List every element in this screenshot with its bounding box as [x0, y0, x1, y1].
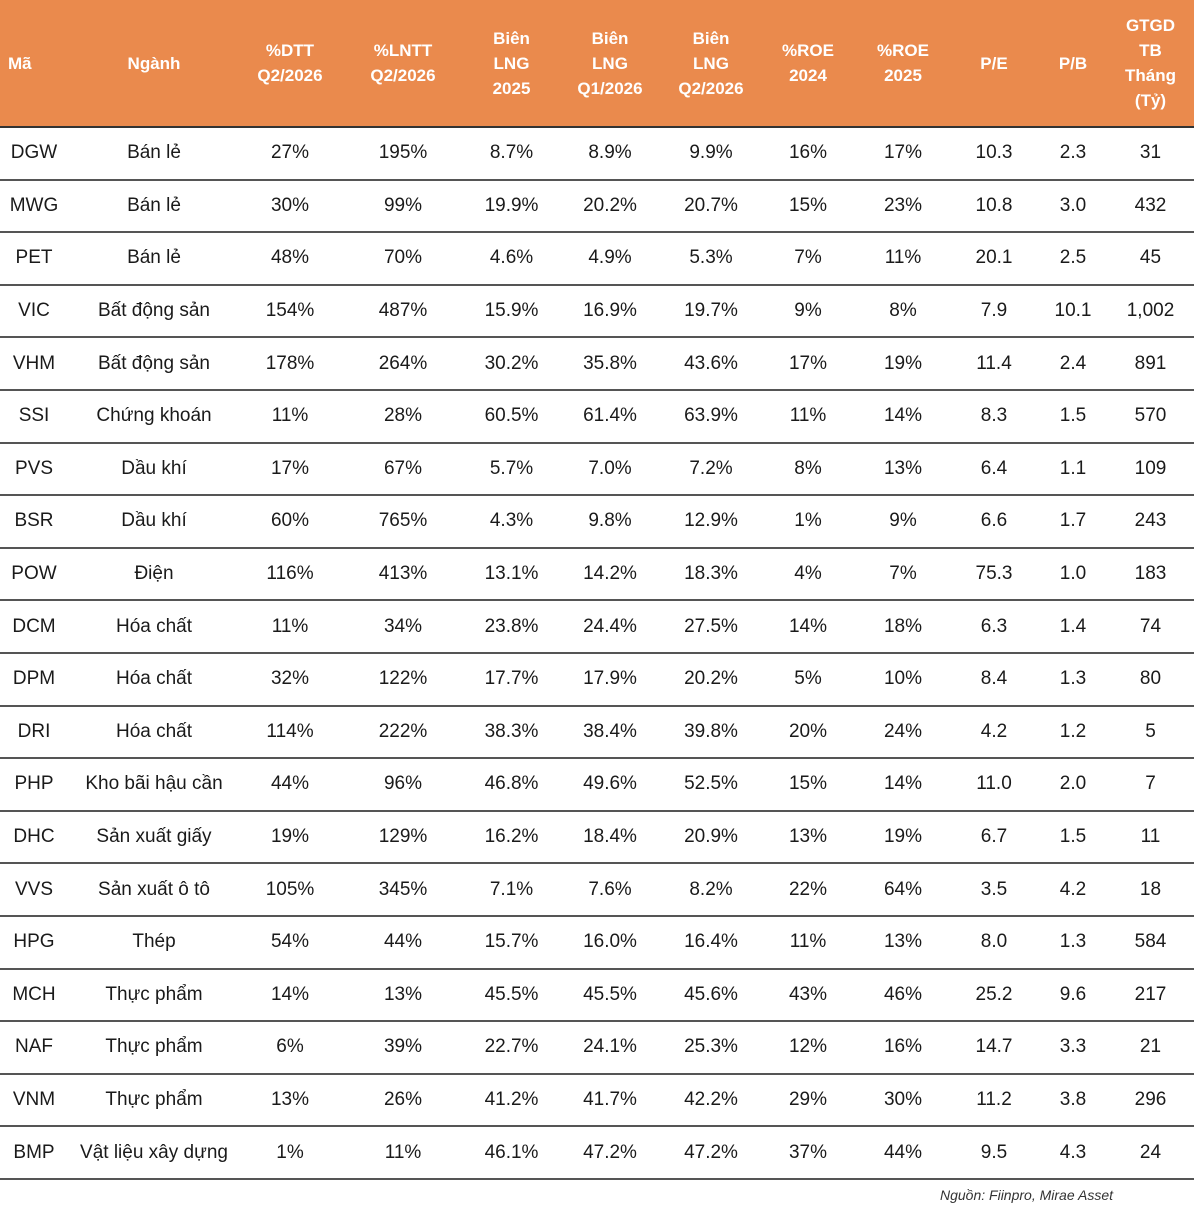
- table-row: [0, 969, 1194, 1022]
- cell-pb: 3.8: [1039, 1074, 1107, 1127]
- table-row: [0, 127, 1194, 180]
- cell-profit-growth: 765%: [340, 495, 466, 548]
- cell-sector: Bất động sản: [68, 285, 240, 338]
- cell-pb: 3.3: [1039, 1021, 1107, 1074]
- cell-gross-margin-q1: 16.0%: [557, 916, 663, 969]
- cell-gross-margin-q2: 19.7%: [663, 285, 759, 338]
- cell-gross-margin-q1: 20.2%: [557, 180, 663, 233]
- cell-ticker: VNM: [0, 1074, 68, 1127]
- cell-avg-volume: 183: [1107, 548, 1194, 601]
- cell-roe-2024: 16%: [759, 127, 857, 180]
- table-row: [0, 600, 1194, 653]
- cell-pe: 4.2: [949, 706, 1039, 759]
- cell-pb: 1.3: [1039, 916, 1107, 969]
- cell-gross-margin-q2: 20.7%: [663, 180, 759, 233]
- table-row: [0, 811, 1194, 864]
- table-row: [0, 443, 1194, 496]
- cell-pe: 11.4: [949, 337, 1039, 390]
- cell-gross-margin-q1: 45.5%: [557, 969, 663, 1022]
- cell-profit-growth: 222%: [340, 706, 466, 759]
- cell-pe: 10.3: [949, 127, 1039, 180]
- cell-roe-2025: 64%: [857, 863, 949, 916]
- cell-avg-volume: 296: [1107, 1074, 1194, 1127]
- cell-gross-margin-q2: 63.9%: [663, 390, 759, 443]
- cell-gross-margin-q1: 41.7%: [557, 1074, 663, 1127]
- cell-revenue-growth: 27%: [240, 127, 340, 180]
- cell-sector: Chứng khoán: [68, 390, 240, 443]
- col-header-gross-margin-q1: Biên LNG Q1/2026: [557, 0, 663, 127]
- cell-profit-growth: 487%: [340, 285, 466, 338]
- cell-sector: Bán lẻ: [68, 180, 240, 233]
- cell-sector: Bất động sản: [68, 337, 240, 390]
- cell-pb: 1.7: [1039, 495, 1107, 548]
- cell-ticker: PET: [0, 232, 68, 285]
- cell-roe-2025: 14%: [857, 390, 949, 443]
- cell-gross-margin-q1: 47.2%: [557, 1126, 663, 1179]
- cell-roe-2024: 12%: [759, 1021, 857, 1074]
- cell-gross-margin-2025: 13.1%: [466, 548, 557, 601]
- cell-sector: Hóa chất: [68, 706, 240, 759]
- table-row: [0, 495, 1194, 548]
- cell-pe: 75.3: [949, 548, 1039, 601]
- cell-gross-margin-2025: 5.7%: [466, 443, 557, 496]
- table-row: [0, 916, 1194, 969]
- cell-ticker: MCH: [0, 969, 68, 1022]
- cell-ticker: PVS: [0, 443, 68, 496]
- cell-gross-margin-q1: 17.9%: [557, 653, 663, 706]
- cell-ticker: NAF: [0, 1021, 68, 1074]
- cell-gross-margin-2025: 22.7%: [466, 1021, 557, 1074]
- cell-roe-2025: 9%: [857, 495, 949, 548]
- col-header-profit-growth: %LNTT Q2/2026: [340, 0, 466, 127]
- cell-ticker: PHP: [0, 758, 68, 811]
- cell-pb: 2.5: [1039, 232, 1107, 285]
- cell-ticker: DCM: [0, 600, 68, 653]
- cell-ticker: DPM: [0, 653, 68, 706]
- cell-gross-margin-q2: 12.9%: [663, 495, 759, 548]
- cell-profit-growth: 70%: [340, 232, 466, 285]
- cell-ticker: BMP: [0, 1126, 68, 1179]
- cell-gross-margin-2025: 45.5%: [466, 969, 557, 1022]
- cell-gross-margin-2025: 15.9%: [466, 285, 557, 338]
- table-row: [0, 180, 1194, 233]
- cell-revenue-growth: 13%: [240, 1074, 340, 1127]
- cell-gross-margin-2025: 4.6%: [466, 232, 557, 285]
- cell-ticker: DRI: [0, 706, 68, 759]
- cell-gross-margin-2025: 16.2%: [466, 811, 557, 864]
- cell-revenue-growth: 178%: [240, 337, 340, 390]
- cell-profit-growth: 264%: [340, 337, 466, 390]
- cell-profit-growth: 39%: [340, 1021, 466, 1074]
- cell-gross-margin-q1: 7.6%: [557, 863, 663, 916]
- cell-roe-2024: 9%: [759, 285, 857, 338]
- cell-avg-volume: 74: [1107, 600, 1194, 653]
- cell-gross-margin-q2: 20.2%: [663, 653, 759, 706]
- cell-roe-2025: 14%: [857, 758, 949, 811]
- cell-ticker: VIC: [0, 285, 68, 338]
- cell-pb: 2.4: [1039, 337, 1107, 390]
- cell-pe: 8.4: [949, 653, 1039, 706]
- cell-pb: 4.2: [1039, 863, 1107, 916]
- cell-gross-margin-q1: 16.9%: [557, 285, 663, 338]
- col-header-sector: Ngành: [68, 0, 240, 127]
- cell-avg-volume: 24: [1107, 1126, 1194, 1179]
- cell-roe-2024: 7%: [759, 232, 857, 285]
- cell-roe-2024: 8%: [759, 443, 857, 496]
- cell-profit-growth: 345%: [340, 863, 466, 916]
- cell-ticker: MWG: [0, 180, 68, 233]
- table-row: [0, 1074, 1194, 1127]
- cell-pb: 9.6: [1039, 969, 1107, 1022]
- cell-gross-margin-q2: 47.2%: [663, 1126, 759, 1179]
- cell-pe: 8.3: [949, 390, 1039, 443]
- col-header-gross-margin-2025: Biên LNG 2025: [466, 0, 557, 127]
- col-header-gross-margin-q2: Biên LNG Q2/2026: [663, 0, 759, 127]
- cell-profit-growth: 122%: [340, 653, 466, 706]
- cell-roe-2025: 16%: [857, 1021, 949, 1074]
- table-row: [0, 758, 1194, 811]
- cell-gross-margin-q2: 42.2%: [663, 1074, 759, 1127]
- cell-roe-2024: 37%: [759, 1126, 857, 1179]
- cell-pb: 4.3: [1039, 1126, 1107, 1179]
- cell-gross-margin-2025: 60.5%: [466, 390, 557, 443]
- cell-gross-margin-2025: 38.3%: [466, 706, 557, 759]
- cell-ticker: POW: [0, 548, 68, 601]
- cell-gross-margin-q2: 9.9%: [663, 127, 759, 180]
- cell-gross-margin-2025: 4.3%: [466, 495, 557, 548]
- cell-gross-margin-2025: 23.8%: [466, 600, 557, 653]
- cell-roe-2024: 43%: [759, 969, 857, 1022]
- cell-roe-2025: 19%: [857, 811, 949, 864]
- cell-roe-2025: 11%: [857, 232, 949, 285]
- cell-pb: 1.5: [1039, 811, 1107, 864]
- cell-revenue-growth: 32%: [240, 653, 340, 706]
- cell-gross-margin-q1: 18.4%: [557, 811, 663, 864]
- cell-pe: 6.7: [949, 811, 1039, 864]
- cell-gross-margin-q2: 27.5%: [663, 600, 759, 653]
- col-header-pb: P/B: [1039, 0, 1107, 127]
- cell-avg-volume: 80: [1107, 653, 1194, 706]
- cell-revenue-growth: 114%: [240, 706, 340, 759]
- cell-roe-2024: 15%: [759, 758, 857, 811]
- cell-gross-margin-q2: 16.4%: [663, 916, 759, 969]
- cell-gross-margin-2025: 8.7%: [466, 127, 557, 180]
- cell-revenue-growth: 11%: [240, 390, 340, 443]
- cell-sector: Dầu khí: [68, 443, 240, 496]
- cell-gross-margin-2025: 41.2%: [466, 1074, 557, 1127]
- cell-avg-volume: 243: [1107, 495, 1194, 548]
- col-header-revenue-growth: %DTT Q2/2026: [240, 0, 340, 127]
- cell-pe: 9.5: [949, 1126, 1039, 1179]
- cell-profit-growth: 26%: [340, 1074, 466, 1127]
- cell-sector: Thực phẩm: [68, 1021, 240, 1074]
- cell-sector: Sản xuất ô tô: [68, 863, 240, 916]
- cell-avg-volume: 31: [1107, 127, 1194, 180]
- cell-pb: 1.4: [1039, 600, 1107, 653]
- cell-pe: 14.7: [949, 1021, 1039, 1074]
- table-row: [0, 653, 1194, 706]
- table-row: [0, 1126, 1194, 1179]
- cell-gross-margin-q2: 52.5%: [663, 758, 759, 811]
- cell-ticker: HPG: [0, 916, 68, 969]
- cell-gross-margin-q2: 8.2%: [663, 863, 759, 916]
- cell-roe-2025: 19%: [857, 337, 949, 390]
- cell-pe: 25.2: [949, 969, 1039, 1022]
- cell-pe: 11.2: [949, 1074, 1039, 1127]
- cell-pb: 1.2: [1039, 706, 1107, 759]
- cell-avg-volume: 7: [1107, 758, 1194, 811]
- cell-avg-volume: 109: [1107, 443, 1194, 496]
- cell-sector: Kho bãi hậu cần: [68, 758, 240, 811]
- cell-gross-margin-q1: 38.4%: [557, 706, 663, 759]
- cell-profit-growth: 96%: [340, 758, 466, 811]
- cell-gross-margin-2025: 46.8%: [466, 758, 557, 811]
- cell-gross-margin-q1: 49.6%: [557, 758, 663, 811]
- cell-revenue-growth: 105%: [240, 863, 340, 916]
- table-row: [0, 390, 1194, 443]
- cell-profit-growth: 129%: [340, 811, 466, 864]
- cell-profit-growth: 11%: [340, 1126, 466, 1179]
- cell-avg-volume: 45: [1107, 232, 1194, 285]
- cell-avg-volume: 217: [1107, 969, 1194, 1022]
- cell-gross-margin-2025: 30.2%: [466, 337, 557, 390]
- cell-pe: 6.6: [949, 495, 1039, 548]
- cell-revenue-growth: 14%: [240, 969, 340, 1022]
- cell-ticker: VHM: [0, 337, 68, 390]
- cell-gross-margin-q1: 8.9%: [557, 127, 663, 180]
- cell-roe-2024: 17%: [759, 337, 857, 390]
- cell-pe: 6.3: [949, 600, 1039, 653]
- cell-pb: 2.3: [1039, 127, 1107, 180]
- cell-avg-volume: 11: [1107, 811, 1194, 864]
- cell-sector: Bán lẻ: [68, 127, 240, 180]
- cell-roe-2025: 7%: [857, 548, 949, 601]
- cell-roe-2025: 24%: [857, 706, 949, 759]
- cell-revenue-growth: 30%: [240, 180, 340, 233]
- cell-profit-growth: 99%: [340, 180, 466, 233]
- cell-gross-margin-q2: 18.3%: [663, 548, 759, 601]
- cell-revenue-growth: 60%: [240, 495, 340, 548]
- cell-ticker: VVS: [0, 863, 68, 916]
- cell-sector: Điện: [68, 548, 240, 601]
- cell-roe-2025: 18%: [857, 600, 949, 653]
- cell-roe-2024: 11%: [759, 390, 857, 443]
- cell-sector: Thực phẩm: [68, 1074, 240, 1127]
- table-row: [0, 285, 1194, 338]
- cell-gross-margin-q2: 5.3%: [663, 232, 759, 285]
- col-header-avg-volume: GTGD TB Tháng (Tỷ): [1107, 0, 1194, 127]
- source-note: Nguồn: Fiinpro, Mirae Asset: [940, 1187, 1113, 1203]
- cell-gross-margin-2025: 17.7%: [466, 653, 557, 706]
- cell-roe-2024: 22%: [759, 863, 857, 916]
- cell-profit-growth: 28%: [340, 390, 466, 443]
- cell-profit-growth: 413%: [340, 548, 466, 601]
- cell-revenue-growth: 154%: [240, 285, 340, 338]
- cell-roe-2025: 13%: [857, 443, 949, 496]
- cell-gross-margin-q2: 20.9%: [663, 811, 759, 864]
- cell-revenue-growth: 54%: [240, 916, 340, 969]
- cell-revenue-growth: 19%: [240, 811, 340, 864]
- cell-revenue-growth: 11%: [240, 600, 340, 653]
- cell-gross-margin-2025: 7.1%: [466, 863, 557, 916]
- cell-pe: 6.4: [949, 443, 1039, 496]
- cell-ticker: DGW: [0, 127, 68, 180]
- cell-gross-margin-q2: 7.2%: [663, 443, 759, 496]
- cell-ticker: SSI: [0, 390, 68, 443]
- cell-roe-2025: 17%: [857, 127, 949, 180]
- cell-gross-margin-q1: 7.0%: [557, 443, 663, 496]
- cell-sector: Vật liệu xây dựng: [68, 1126, 240, 1179]
- cell-gross-margin-q1: 24.1%: [557, 1021, 663, 1074]
- cell-profit-growth: 13%: [340, 969, 466, 1022]
- table-row: [0, 1021, 1194, 1074]
- cell-avg-volume: 570: [1107, 390, 1194, 443]
- table-row: [0, 337, 1194, 390]
- cell-sector: Bán lẻ: [68, 232, 240, 285]
- cell-pb: 1.5: [1039, 390, 1107, 443]
- cell-avg-volume: 21: [1107, 1021, 1194, 1074]
- cell-roe-2025: 8%: [857, 285, 949, 338]
- cell-gross-margin-q2: 39.8%: [663, 706, 759, 759]
- cell-profit-growth: 67%: [340, 443, 466, 496]
- cell-pe: 3.5: [949, 863, 1039, 916]
- cell-roe-2024: 4%: [759, 548, 857, 601]
- cell-gross-margin-q2: 43.6%: [663, 337, 759, 390]
- cell-avg-volume: 5: [1107, 706, 1194, 759]
- cell-revenue-growth: 17%: [240, 443, 340, 496]
- table-row: [0, 706, 1194, 759]
- cell-pb: 1.3: [1039, 653, 1107, 706]
- cell-pb: 3.0: [1039, 180, 1107, 233]
- cell-gross-margin-q1: 24.4%: [557, 600, 663, 653]
- cell-pe: 20.1: [949, 232, 1039, 285]
- cell-gross-margin-2025: 46.1%: [466, 1126, 557, 1179]
- cell-pe: 10.8: [949, 180, 1039, 233]
- cell-pb: 10.1: [1039, 285, 1107, 338]
- cell-revenue-growth: 6%: [240, 1021, 340, 1074]
- cell-roe-2025: 30%: [857, 1074, 949, 1127]
- cell-gross-margin-q1: 14.2%: [557, 548, 663, 601]
- col-header-pe: P/E: [949, 0, 1039, 127]
- cell-pb: 2.0: [1039, 758, 1107, 811]
- cell-ticker: DHC: [0, 811, 68, 864]
- cell-revenue-growth: 116%: [240, 548, 340, 601]
- cell-gross-margin-q1: 4.9%: [557, 232, 663, 285]
- cell-roe-2024: 14%: [759, 600, 857, 653]
- cell-revenue-growth: 44%: [240, 758, 340, 811]
- cell-sector: Thực phẩm: [68, 969, 240, 1022]
- cell-profit-growth: 44%: [340, 916, 466, 969]
- cell-avg-volume: 432: [1107, 180, 1194, 233]
- cell-roe-2024: 29%: [759, 1074, 857, 1127]
- cell-roe-2024: 11%: [759, 916, 857, 969]
- cell-sector: Hóa chất: [68, 600, 240, 653]
- col-header-roe-2025: %ROE 2025: [857, 0, 949, 127]
- cell-roe-2025: 46%: [857, 969, 949, 1022]
- table-body: [0, 127, 1194, 1179]
- cell-avg-volume: 18: [1107, 863, 1194, 916]
- cell-gross-margin-q1: 35.8%: [557, 337, 663, 390]
- table-row: [0, 548, 1194, 601]
- cell-sector: Dầu khí: [68, 495, 240, 548]
- cell-avg-volume: 584: [1107, 916, 1194, 969]
- cell-roe-2025: 10%: [857, 653, 949, 706]
- cell-gross-margin-2025: 15.7%: [466, 916, 557, 969]
- table-row: [0, 863, 1194, 916]
- cell-roe-2024: 13%: [759, 811, 857, 864]
- cell-roe-2024: 1%: [759, 495, 857, 548]
- cell-revenue-growth: 1%: [240, 1126, 340, 1179]
- cell-roe-2024: 20%: [759, 706, 857, 759]
- cell-avg-volume: 1,002: [1107, 285, 1194, 338]
- cell-roe-2024: 5%: [759, 653, 857, 706]
- cell-avg-volume: 891: [1107, 337, 1194, 390]
- col-header-roe-2024: %ROE 2024: [759, 0, 857, 127]
- cell-sector: Hóa chất: [68, 653, 240, 706]
- cell-pe: 7.9: [949, 285, 1039, 338]
- table-header-row: [0, 0, 1194, 127]
- cell-profit-growth: 195%: [340, 127, 466, 180]
- cell-pe: 11.0: [949, 758, 1039, 811]
- cell-sector: Thép: [68, 916, 240, 969]
- cell-gross-margin-q2: 45.6%: [663, 969, 759, 1022]
- cell-roe-2024: 15%: [759, 180, 857, 233]
- cell-gross-margin-q1: 9.8%: [557, 495, 663, 548]
- cell-revenue-growth: 48%: [240, 232, 340, 285]
- cell-pb: 1.1: [1039, 443, 1107, 496]
- cell-ticker: BSR: [0, 495, 68, 548]
- cell-roe-2025: 44%: [857, 1126, 949, 1179]
- cell-roe-2025: 23%: [857, 180, 949, 233]
- cell-sector: Sản xuất giấy: [68, 811, 240, 864]
- cell-gross-margin-2025: 19.9%: [466, 180, 557, 233]
- cell-pe: 8.0: [949, 916, 1039, 969]
- table-row: [0, 232, 1194, 285]
- cell-pb: 1.0: [1039, 548, 1107, 601]
- cell-roe-2025: 13%: [857, 916, 949, 969]
- cell-gross-margin-q1: 61.4%: [557, 390, 663, 443]
- col-header-ticker: Mã: [0, 0, 68, 127]
- cell-profit-growth: 34%: [340, 600, 466, 653]
- cell-gross-margin-q2: 25.3%: [663, 1021, 759, 1074]
